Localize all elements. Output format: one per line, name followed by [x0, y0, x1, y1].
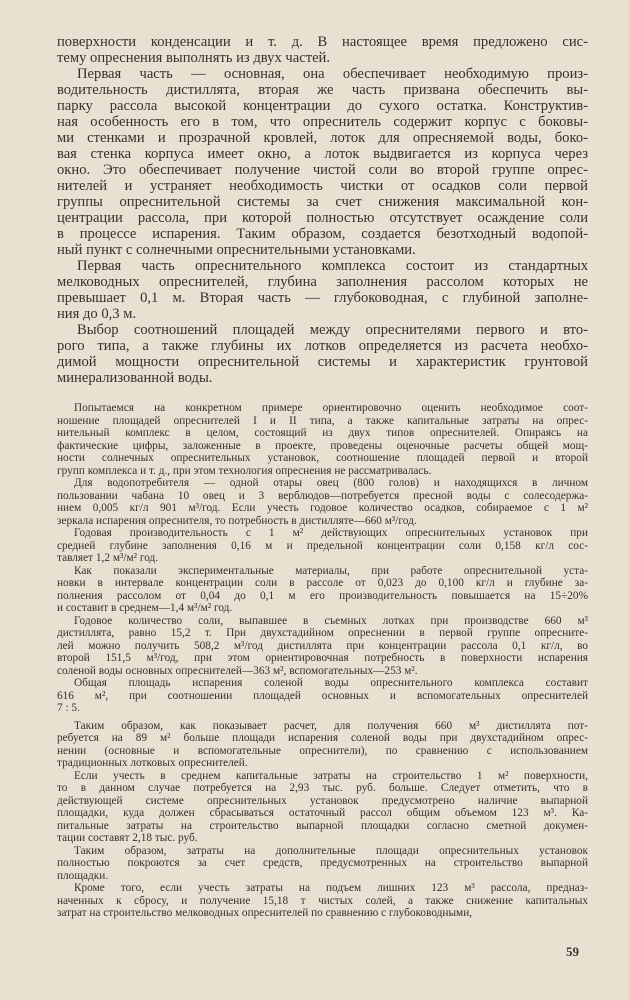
text-line: то в данном случае потребуется на 2,93 тыс. руб. больше. Следует отметить, что в	[57, 782, 588, 794]
text-line: фактические цифры, заложенные в проекте, проведены оценочные расчеты общей мощ-	[57, 439, 588, 452]
text-line: окно. Это обеспечивает получение чистой соли во второй группе опрес-	[57, 162, 588, 178]
text-line: 7 : 5.	[57, 702, 80, 714]
paragraph	[57, 845, 588, 883]
text-line: Для водопотребителя — одной отары овец (800 голов) и находящихся в личном	[74, 477, 588, 489]
text-line: Годовое количество соли, выпавшее в съемных лотках при производстве 660 м³	[74, 614, 588, 627]
text-line: тему опреснения выполнять из двух частей.	[57, 50, 331, 66]
text-line: традиционных лотковых опреснителей.	[57, 757, 248, 769]
text-line: группы опреснительной системы за счет снижения максимальной кон-	[57, 194, 588, 210]
paragraph	[57, 402, 588, 477]
text-line: полностью покроются за счет средств, предусмотренных на строительство выпарной	[57, 857, 588, 869]
text-line: ношение площадей опреснителей I и II типа, а также капитальные затраты на опрес-	[57, 414, 588, 427]
text-line: дистиллята, равно 15,2 т. При двухстадийном опреснении в первой группе опресните-	[57, 627, 588, 639]
text-line: нительный комплекс в целом, состоящий из двух типов опреснителей. Опираясь на	[57, 427, 588, 439]
text-line: поверхности конденсации и т. д. В настоящее время предложено сис-	[57, 34, 588, 50]
text-line: тавляет 1,2 м³/м² год.	[57, 552, 159, 564]
text-line: зеркала испарения опреснителя, то потребность в дистилляте—660 м³/год.	[57, 514, 417, 527]
text-line: действующей системе опреснительных установок предусмотрено наличие выпарной	[57, 794, 588, 807]
text-line: в процессе испарения. Таким образом, создается безотходный водопой-	[57, 226, 588, 242]
text-line: площадки, куда должен сбрасываться остаточный рассол общим объемом 123 м³. Ка-	[57, 807, 588, 819]
text-line: ребуется на 89 м² больше площади испарения соленой воды при двухстадийном опрес-	[57, 732, 588, 744]
paragraph	[57, 720, 588, 770]
text-line: полнения рассолом от 0,04 до 0,1 м его производительность повышается на 15÷20%	[57, 589, 588, 602]
text-line: и составит в среднем—1,4 м³/м² год.	[57, 602, 233, 614]
page-number: 59	[566, 944, 579, 959]
paragraph	[57, 677, 588, 715]
text-line: мелководных опреснителей, глубина заполнения рассолом которых не	[57, 274, 588, 290]
text-line: ности солнечных опреснительных установок, соотношение площадей первой и второй	[57, 452, 588, 464]
text-line: водительность дистиллята, вторая же часть призвана обеспечить вы-	[57, 82, 588, 98]
text-line: ная особенность его в том, что опреснитель содержит корпус с боковы-	[57, 114, 588, 130]
text-line: нием 0,005 кг/л 901 м³/год. Если учесть годовое количество осадков, собираемое с 1 м²	[57, 502, 588, 514]
paragraph	[57, 258, 588, 322]
text-line: площадки.	[57, 869, 109, 882]
text-line: соленой воды основных опреснителей—363 м², вспомогательных—253 м².	[57, 664, 418, 677]
text-line: ный пункт с солнечными опреснительными установками.	[57, 242, 416, 258]
text-line: лей можно получить 508,2 м³/год дистиллята при концентрации рассола 0,1 кг/л, во	[57, 639, 588, 652]
text-line: групп комплекса и т. д., при этом технология опреснения не рассматривалась.	[57, 464, 432, 477]
text-line: второй 151,5 м³/год, при этом ориентировочная потребность в поверхности испарения	[57, 652, 588, 664]
text-line: Годовая производительность с 1 м² действующих опреснительных установок при	[74, 527, 588, 539]
text-line: парку рассола высокой концентрации до сухого остатка. Конструктив-	[57, 98, 588, 114]
text-line: 616 м², при соотношении площадей основных и вспомогательных опреснителей	[57, 689, 588, 702]
paragraph	[57, 527, 588, 565]
text-line: Если учесть в среднем капитальные затраты на строительство 1 м² поверхности,	[74, 769, 588, 782]
paragraph	[57, 770, 588, 845]
text-line: Кроме того, если учесть затраты на подъем лишних 123 м³ рассола, предназ-	[74, 882, 588, 894]
text-line: Первая часть опреснительного комплекса состоит из стандартных	[77, 258, 588, 274]
text-line: пользовании чабана 10 овец и 3 верблюдов—потребуется пресной воды с солесодержа-	[57, 489, 588, 502]
text-line: Таким образом, затраты на дополнительные площади опреснительных установок	[74, 844, 588, 857]
paragraph	[57, 565, 588, 615]
text-line: димой мощности опреснительной системы и характеристик грунтовой	[57, 354, 588, 370]
text-line: Первая часть — основная, она обеспечивает необходимую произ-	[77, 66, 588, 82]
text-line: средней глубине заполнения 0,16 м и предельной концентрации соли 0,158 кг/л сос-	[57, 539, 588, 552]
text-line: вая стенка корпуса имеет окно, а лоток выдвигается из корпуса через	[57, 146, 588, 162]
text-line: тации составят 2,18 тыс. руб.	[57, 832, 198, 844]
text-line: превышает 0,1 м. Вторая часть — глубоководная, с глубиной заполне-	[57, 290, 588, 306]
paragraph	[57, 477, 588, 527]
text-line: Выбор соотношений площадей между опреснителями первого и вто-	[77, 322, 588, 338]
text-line: питальные затраты на строительство выпарной площадки согласно сметной докумен-	[57, 819, 588, 832]
text-line: Таким образом, как показывает расчет, для получения 660 м³ дистиллята пот-	[74, 719, 588, 732]
text-line: Попытаемся на конкретном примере ориентировочно оценить необходимое соот-	[74, 402, 588, 414]
text-line: рого типа, а также глубины их лотков определяется из расчета необхо-	[57, 338, 588, 354]
paragraph	[57, 66, 588, 258]
text-line: центрации рассола, при которой полностью отсутствует осаждение соли	[57, 210, 588, 226]
text-line: Общая площадь испарения соленой воды опреснительного комплекса составит	[74, 677, 588, 689]
text-line: минерализованной воды.	[57, 370, 213, 386]
text-line: наченных к сбросу, и получение 15,18 т чистых солей, а также снижение капитальных	[57, 894, 588, 907]
page-body	[57, 34, 588, 920]
text-line: затрат на строительство мелководных опреснителей по сравнению с глубоководными,	[57, 907, 473, 919]
small-print-text	[57, 402, 588, 920]
text-line: нителей и устраняет необходимость чистки от осадков соли первой	[57, 178, 588, 194]
paragraph	[57, 34, 588, 66]
text-line: ния до 0,3 м.	[57, 306, 137, 322]
main-text	[57, 34, 588, 386]
text-line: нении (основные и вспомогательные опреснители), по сравнению с использованием	[57, 744, 588, 757]
text-line: Как показали экспериментальные материалы, при работе опреснительной уста-	[74, 564, 588, 577]
paragraph	[57, 322, 588, 386]
text-line: новки в интервале концентрации соли в рассоле от 0,023 до 0,100 кг/л и глубине за-	[57, 577, 588, 589]
text-line: ми стенками и прозрачной кровлей, лоток для опресняемой воды, боко-	[57, 130, 588, 146]
paragraph	[57, 615, 588, 678]
paragraph	[57, 882, 588, 920]
